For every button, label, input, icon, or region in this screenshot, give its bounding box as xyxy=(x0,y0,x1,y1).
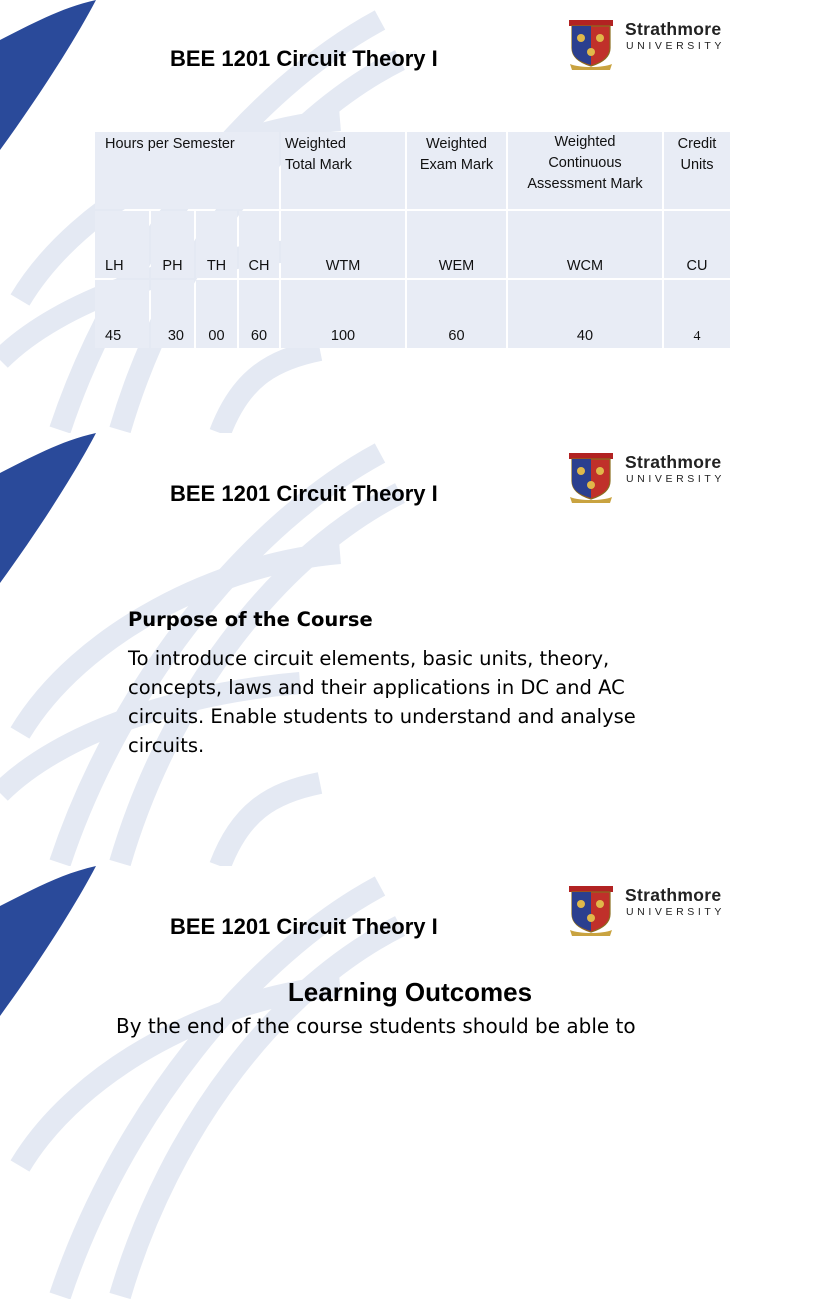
logo-sub-text: UNIVERSITY xyxy=(626,40,726,52)
slide-title: BEE 1201 Circuit Theory I xyxy=(170,914,438,939)
header-wem xyxy=(407,132,506,209)
learning-outcomes-body: By the end of the course students should be able to xyxy=(116,1014,636,1038)
code-wcm: WCM xyxy=(508,211,662,278)
header-cu-line1: Credit xyxy=(677,136,717,152)
code-ch: CH xyxy=(239,211,279,278)
header-wem-line1: Weighted xyxy=(426,136,487,152)
header-wcm-line2: Continuous xyxy=(548,155,622,171)
code-wem: WEM xyxy=(407,211,506,278)
header-wtm-line2: Total Mark xyxy=(285,157,352,173)
university-crest-icon xyxy=(566,18,616,70)
slide-title: BEE 1201 Circuit Theory I xyxy=(170,46,438,71)
learning-outcomes-heading: Learning Outcomes xyxy=(287,977,533,1007)
header-hours: Hours per Semester xyxy=(95,132,279,209)
code-ph: PH xyxy=(151,211,194,278)
value-lh: 45 xyxy=(95,280,149,348)
header-wcm xyxy=(508,132,662,209)
logo-sub-text: UNIVERSITY xyxy=(626,906,726,918)
header-cu xyxy=(664,132,730,209)
value-wcm: 40 xyxy=(508,280,662,348)
course-summary-table xyxy=(95,132,730,348)
header-wtm xyxy=(281,132,405,209)
code-cu: CU xyxy=(664,211,730,278)
code-th: TH xyxy=(196,211,237,278)
code-wtm: WTM xyxy=(281,211,405,278)
slide-course-purpose xyxy=(0,433,768,866)
value-wtm: 100 xyxy=(281,280,405,348)
logo-brand-text: Strathmore xyxy=(625,885,722,905)
header-wem-line2: Exam Mark xyxy=(419,157,494,173)
purpose-heading: Purpose of the Course xyxy=(128,608,373,631)
header-wcm-line3: Assessment Mark xyxy=(527,176,643,192)
slide-learning-outcomes xyxy=(0,866,768,1038)
value-ch: 60 xyxy=(239,280,279,348)
value-wem: 60 xyxy=(407,280,506,348)
logo-brand-text: Strathmore xyxy=(625,452,722,472)
slide-course-summary xyxy=(0,0,768,433)
header-wcm-line1: Weighted xyxy=(554,134,616,150)
value-th: 00 xyxy=(196,280,237,348)
purpose-body: To introduce circuit elements, basic units, theory, concepts, laws and their applications in DC and AC circuits. Enable students to understand and analyse circuits. xyxy=(128,647,636,757)
strathmore-logo xyxy=(566,18,756,72)
value-cu: 4 xyxy=(664,280,730,348)
corner-swoosh-graphic xyxy=(0,433,100,593)
strathmore-logo xyxy=(566,451,756,505)
university-crest-icon xyxy=(566,451,616,503)
strathmore-logo xyxy=(566,884,756,938)
value-ph: 30 xyxy=(151,280,194,348)
header-wtm-line1: Weighted xyxy=(285,136,346,152)
slide-title: BEE 1201 Circuit Theory I xyxy=(170,481,438,506)
logo-sub-text: UNIVERSITY xyxy=(626,473,726,485)
code-lh: LH xyxy=(95,211,149,278)
logo-brand-text: Strathmore xyxy=(625,19,722,39)
header-cu-line2: Units xyxy=(680,157,714,173)
corner-swoosh-graphic xyxy=(0,0,100,160)
university-crest-icon xyxy=(566,884,616,936)
